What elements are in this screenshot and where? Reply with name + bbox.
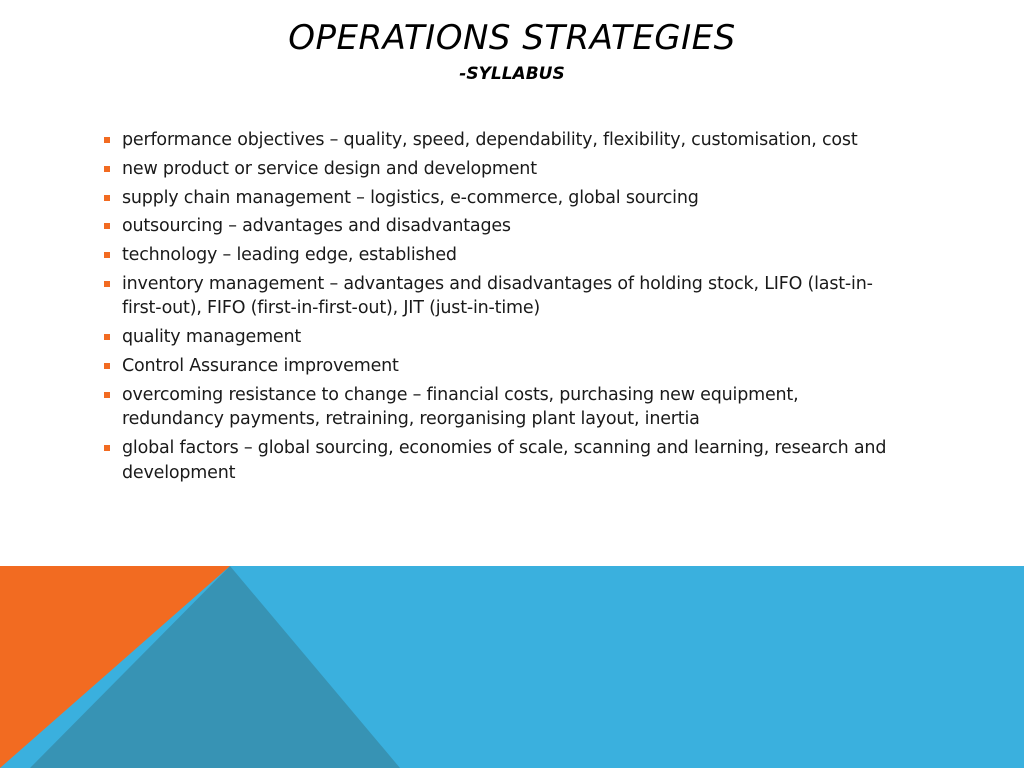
- bullet-item: [104, 383, 904, 432]
- bullet-item: [104, 354, 904, 379]
- bullet-item: [104, 157, 904, 182]
- bullet-text: outsourcing – advantages and disadvantages: [122, 216, 511, 237]
- square-bullet-icon: [104, 392, 110, 398]
- bullet-text: overcoming resistance to change – financial costs, purchasing new equipment, redundancy payments, retraining, reorganising plant layout, inertia: [122, 384, 799, 430]
- footer-shapes-graphic: [0, 566, 1024, 768]
- square-bullet-icon: [104, 137, 110, 143]
- bullet-text: supply chain management – logistics, e-commerce, global sourcing: [122, 187, 699, 208]
- bullet-text: performance objectives – quality, speed, dependability, flexibility, customisation, cost: [122, 130, 858, 150]
- square-bullet-icon: [104, 445, 110, 451]
- bullet-item: [104, 186, 904, 211]
- bullet-text: technology – leading edge, established: [122, 245, 457, 266]
- bullet-list: [104, 128, 904, 489]
- bullet-item: [104, 436, 904, 485]
- bullet-text: new product or service design and development: [122, 158, 537, 179]
- square-bullet-icon: [104, 252, 110, 258]
- bullet-text: quality management: [122, 327, 302, 348]
- bullet-item: [104, 272, 904, 321]
- bullet-text: inventory management – advantages and disadvantages of holding stock, LIFO (last-in-first-out), FIFO (first-in-first-out), JIT (just-in-time): [122, 273, 873, 319]
- bullet-text: global factors – global sourcing, economies of scale, scanning and learning, research and development: [122, 438, 887, 483]
- square-bullet-icon: [104, 281, 110, 287]
- square-bullet-icon: [104, 195, 110, 201]
- decorative-footer-band: [0, 566, 1024, 768]
- square-bullet-icon: [104, 223, 110, 229]
- bullet-item: [104, 214, 904, 239]
- square-bullet-icon: [104, 363, 110, 369]
- bullet-text: Control Assurance improvement: [122, 356, 399, 377]
- bullet-item: [104, 243, 904, 268]
- bullet-item: [104, 325, 904, 350]
- square-bullet-icon: [104, 334, 110, 340]
- bullet-item: [104, 128, 904, 153]
- slide-subtitle: -SYLLABUS: [459, 64, 565, 84]
- square-bullet-icon: [104, 166, 110, 172]
- slide-title: OPERATIONS STRATEGIES: [288, 18, 736, 58]
